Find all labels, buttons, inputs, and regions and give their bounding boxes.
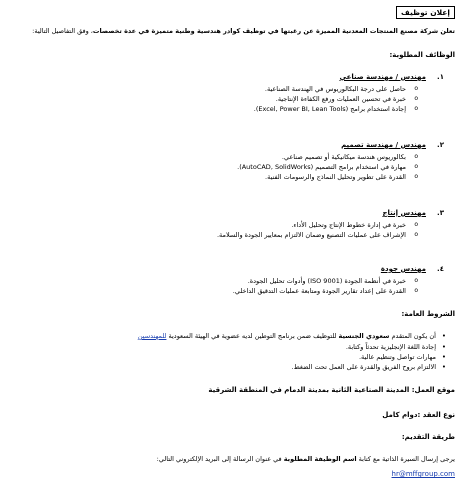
condition-1-mid: للتوظيف ضمن برنامج التوطين لديه عضوية في الهيئة السعودية xyxy=(166,332,339,340)
job-4-number: ٤. xyxy=(437,265,444,273)
work-location xyxy=(208,386,455,395)
intro-rest-text: ، وفق التفاصيل التالية: xyxy=(32,27,93,35)
job-2-item: o القدرة على تطوير وتحليل النماذج والرسومات الفنية. xyxy=(265,173,406,181)
job-3-item: o خبرة في إدارة خطوط الإنتاج وتحليل الأداء. xyxy=(291,221,406,229)
engineers-link[interactable]: للمهندسين xyxy=(137,332,167,340)
apply-email-row xyxy=(392,470,455,479)
contract-type xyxy=(382,411,455,420)
job-4-item: o القدرة على إعداد تقارير الجودة ومتابعة عمليات التدقيق الداخلي. xyxy=(233,287,406,295)
condition-item: • إجادة اللغة الإنجليزية تحدثاً وكتابة. xyxy=(346,343,436,351)
job-2-title: مهندس / مهندسة تصميم xyxy=(341,141,426,149)
condition-1-pre: أن يكون المتقدم xyxy=(389,332,436,340)
contract-value: دوام كامل xyxy=(382,411,418,419)
job-4-title: مهندس جودة xyxy=(380,265,426,273)
intro-bold-text: تعلن شركة مصنع المنتجات المعدنية المميزة عن رغبتها في توظيف كوادر هندسية وطنية متميزة في عدة تخصصات xyxy=(92,27,455,35)
contract-label: نوع العقد : xyxy=(417,411,455,419)
condition-1-bold: سعودي الجنسية xyxy=(338,332,390,340)
job-2-number: ٢. xyxy=(437,141,444,149)
condition-item xyxy=(138,332,436,340)
job-1-item: o خبرة في تحسين العمليات ورفع الكفاءة الإنتاجية. xyxy=(276,95,406,103)
job-3-item: o الإشراف على عمليات التصنيع وضمان الالتزام بمعايير الجودة والسلامة. xyxy=(217,231,406,239)
apply-post: في عنوان الرسالة إلى البريد الإلكتروني التالي: xyxy=(156,455,284,463)
intro-paragraph xyxy=(32,27,455,35)
email-link[interactable]: hr@mffgroup.com xyxy=(391,470,455,478)
job-1-number: ١. xyxy=(437,73,444,81)
job-1-item: o إجادة استخدام برامج (Excel, Power BI, Lean Tools). xyxy=(254,105,406,113)
condition-item: • الالتزام بروح الفريق والقدرة على العمل تحت الضغط. xyxy=(292,363,436,371)
job-1-item: o حاصل على درجة البكالوريوس في الهندسة الصناعية. xyxy=(265,85,406,93)
conditions-heading: الشروط العامة: xyxy=(401,310,455,318)
page-title: إعلان توظيف xyxy=(396,6,455,19)
job-3-number: ٣. xyxy=(437,209,444,217)
condition-item: • مهارات تواصل وتنظيم عالية. xyxy=(359,353,436,361)
location-label: موقع العمل: xyxy=(411,386,455,394)
job-2-item: o بكالوريوس هندسة ميكانيكية أو تصميم صناعي. xyxy=(282,153,406,161)
job-2-item: o مهارة في استخدام برامج التصميم (AutoCAD, SolidWorks). xyxy=(237,163,406,171)
apply-instructions xyxy=(157,455,455,463)
jobs-heading: الوظائف المطلوبة: xyxy=(389,51,455,59)
job-4-item: o خبرة في أنظمة الجودة (ISO 9001) وأدوات تحليل الجودة. xyxy=(248,277,406,285)
apply-pre: يرجى إرسال السيرة الذاتية مع كتابة xyxy=(356,455,455,463)
apply-heading: طريقة التقديم: xyxy=(401,433,455,441)
location-value: المدينة الصناعية الثانية بمدينة الدمام في المنطقة الشرقية xyxy=(208,386,412,394)
job-1-title: مهندس / مهندسة صناعي xyxy=(339,73,426,81)
apply-bold: اسم الوظيفة المطلوبة xyxy=(283,455,357,463)
job-3-title: مهندس إنتاج xyxy=(382,209,426,217)
